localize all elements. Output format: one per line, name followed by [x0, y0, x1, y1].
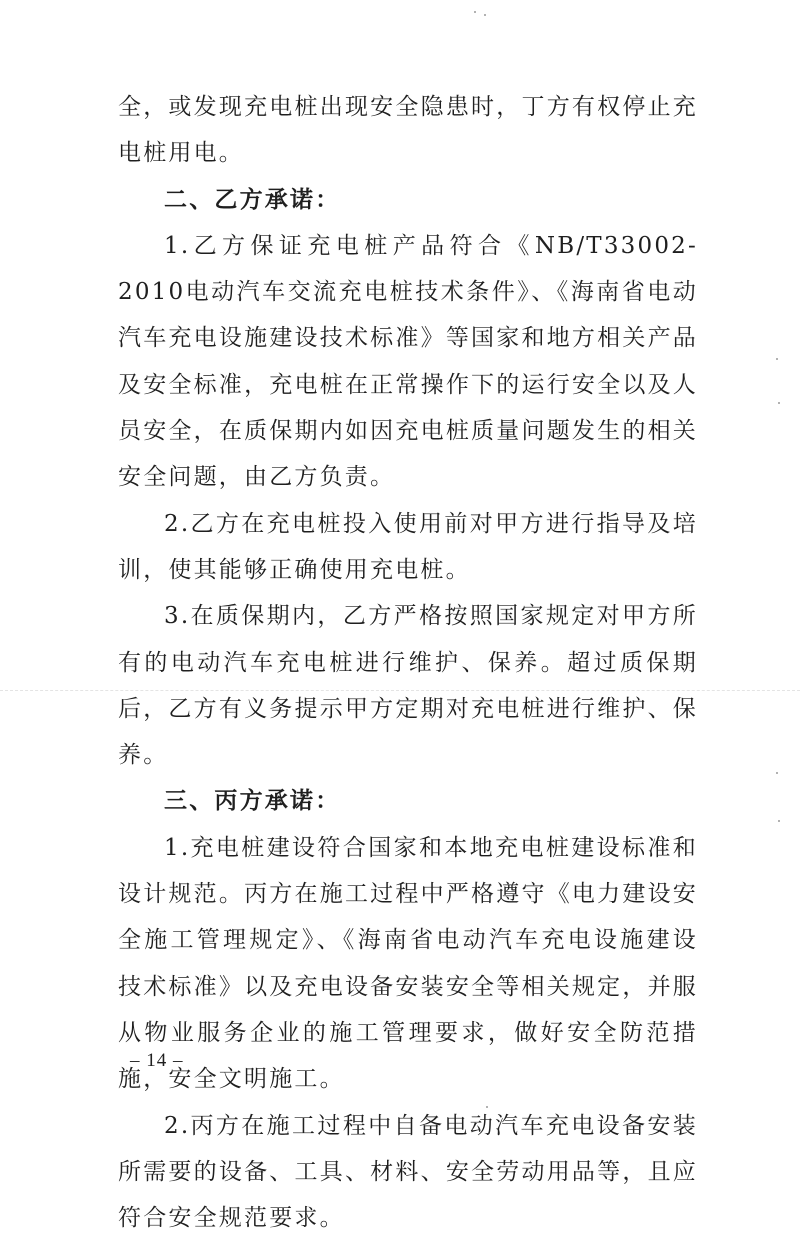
continued-paragraph: 全，或发现充电桩出现安全隐患时，丁方有权停止充电桩用电。: [118, 94, 698, 167]
page-number: – 14 –: [130, 1050, 184, 1071]
party-b-item-1: 1.乙方保证充电桩产品符合《NB/T33002-2010电动汽车交流充电桩技术条件》、《海南省电动汽车充电设施建设技术标准》等国家和地方相关产品及安全标准，充电桩在正常操作下的运行安全以及人员安全，在质保期内如因充电桩质量问题发生的相关安全问题，由乙方负责。: [118, 232, 698, 491]
scan-speck: [776, 358, 778, 360]
section-heading-party-b: 二、乙方承诺：: [164, 186, 341, 213]
party-b-item-3: 3.在质保期内，乙方严格按照国家规定对甲方所有的电动汽车充电桩进行维护、保养。超过质保期后，乙方有义务提示甲方定期对充电桩进行维护、保养。: [118, 603, 698, 769]
scan-speck: [474, 11, 476, 13]
document-body: [118, 84, 698, 1241]
scan-speck: [776, 772, 778, 774]
party-c-item-1: 1.充电桩建设符合国家和本地充电桩建设标准和设计规范。丙方在施工过程中严格遵守《电力建设安全施工管理规定》、《海南省电动汽车充电设施建设技术标准》以及充电设备安装安全等相关规定，并服从物业服务企业的施工管理要求，做好安全防范措施，安全文明施工。: [118, 834, 698, 1093]
scan-speck: [778, 820, 780, 822]
section-heading-party-c: 三、丙方承诺：: [164, 788, 341, 815]
scan-speck: [484, 14, 486, 16]
scan-speck: [778, 402, 780, 404]
party-c-item-2: 2.丙方在施工过程中自备电动汽车充电设备安装所需要的设备、工具、材料、安全劳动用品等，且应符合安全规范要求。: [118, 1112, 698, 1232]
party-b-item-2: 2.乙方在充电桩投入使用前对甲方进行指导及培训，使其能够正确使用充电桩。: [118, 510, 698, 583]
